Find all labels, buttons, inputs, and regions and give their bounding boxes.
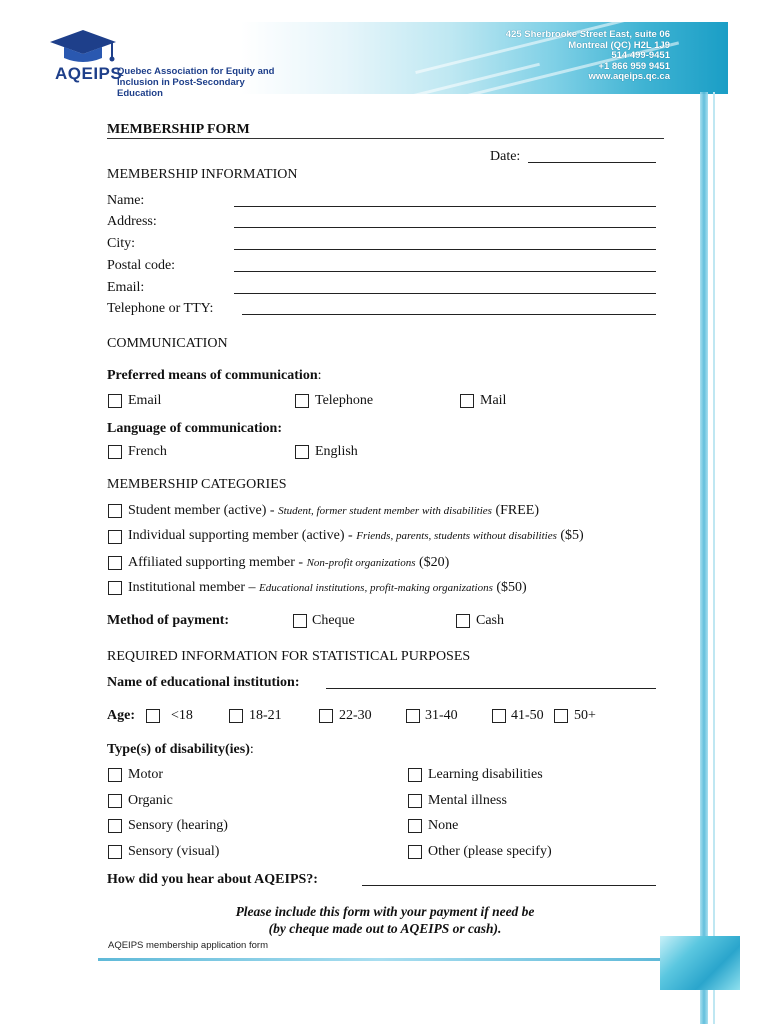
disability-checkbox-other[interactable] <box>408 845 422 859</box>
category-name: Institutional member – <box>128 580 260 595</box>
category-institutional <box>128 580 527 596</box>
age-option-label: 31-40 <box>425 708 458 723</box>
age-checkbox-18-21[interactable] <box>229 709 243 723</box>
payment-note <box>160 903 610 937</box>
date-label: Date: <box>490 149 521 164</box>
age-option-label: 22-30 <box>339 708 372 723</box>
decorative-border-thin <box>713 92 715 1024</box>
disability-label-text: Type(s) of disability(ies) <box>107 742 250 757</box>
category-individual <box>128 528 584 544</box>
disability-option-label: Learning disabilities <box>428 767 543 782</box>
organization-name <box>117 66 287 99</box>
category-name: Student member (active) - <box>128 503 279 518</box>
category-checkbox-institutional[interactable] <box>108 581 122 595</box>
decorative-corner <box>660 936 740 990</box>
category-price: ($5) <box>556 528 584 543</box>
age-checkbox-50-plus[interactable] <box>554 709 568 723</box>
note-line1: Please include this form with your payment if need be <box>235 904 535 919</box>
form-title: MEMBERSHIP FORM <box>107 122 250 137</box>
categories-heading: MEMBERSHIP CATEGORIES <box>107 477 287 492</box>
postal-label: Postal code: <box>107 258 176 273</box>
age-checkbox-under-18[interactable] <box>146 709 160 723</box>
mail-checkbox[interactable] <box>460 394 474 408</box>
category-checkbox-affiliated[interactable] <box>108 556 122 570</box>
french-option-label: French <box>128 444 167 459</box>
graduation-cap-icon <box>48 28 118 64</box>
phone-line1: 514 499-9451 <box>611 50 670 61</box>
decorative-border <box>700 92 708 1024</box>
disability-label-colon: : <box>249 742 254 757</box>
city-label: City: <box>107 236 136 251</box>
footer-label: AQEIPS membership application form <box>108 940 268 951</box>
disability-checkbox-none[interactable] <box>408 819 422 833</box>
address-field[interactable] <box>234 227 656 228</box>
preferred-means-label <box>107 368 322 384</box>
email-label: Email: <box>107 280 145 295</box>
name-label: Name: <box>107 193 145 208</box>
category-checkbox-student[interactable] <box>108 504 122 518</box>
disability-checkbox-visual[interactable] <box>108 845 122 859</box>
disability-checkbox-learning[interactable] <box>408 768 422 782</box>
title-rule <box>107 138 664 139</box>
telephone-option-label: Telephone <box>315 393 374 408</box>
disability-checkbox-hearing[interactable] <box>108 819 122 833</box>
org-name-line1: Quebec Association for Equity and <box>117 66 275 77</box>
phone-line2: +1 866 959 9451 <box>598 60 670 72</box>
category-checkbox-individual[interactable] <box>108 530 122 544</box>
mail-option-label: Mail <box>480 393 507 408</box>
english-option-label: English <box>315 444 358 459</box>
payment-label: Method of payment: <box>107 613 230 628</box>
french-checkbox[interactable] <box>108 445 122 459</box>
institution-field[interactable] <box>326 688 656 689</box>
disability-option-label: Other (please specify) <box>428 844 552 859</box>
communication-heading: COMMUNICATION <box>107 336 228 351</box>
category-detail: Educational institutions, profit-making organizations <box>259 582 493 594</box>
telephone-label: Telephone or TTY: <box>107 301 214 316</box>
age-option-label: <18 <box>171 708 193 723</box>
category-affiliated <box>128 555 449 571</box>
contact-block <box>410 30 670 83</box>
age-label: Age: <box>107 708 135 723</box>
category-detail: Non-profit organizations <box>306 557 416 569</box>
statistics-heading: REQUIRED INFORMATION FOR STATISTICAL PURPOSES <box>107 649 471 664</box>
disability-option-label: Sensory (hearing) <box>128 818 228 833</box>
age-checkbox-31-40[interactable] <box>406 709 420 723</box>
org-name-line2: Inclusion in Post-Secondary Education <box>117 77 245 99</box>
email-checkbox[interactable] <box>108 394 122 408</box>
hear-about-label: How did you hear about AQEIPS?: <box>107 872 318 887</box>
cheque-option-label: Cheque <box>312 613 355 628</box>
preferred-means-colon: : <box>317 368 322 383</box>
disability-checkbox-motor[interactable] <box>108 768 122 782</box>
disability-option-label: Organic <box>128 793 173 808</box>
cash-option-label: Cash <box>476 613 504 628</box>
disability-option-label: Mental illness <box>428 793 507 808</box>
age-checkbox-41-50[interactable] <box>492 709 506 723</box>
category-price: ($20) <box>415 555 450 570</box>
preferred-means-text: Preferred means of communication <box>107 368 318 383</box>
age-option-label: 41-50 <box>511 708 544 723</box>
age-option-label: 50+ <box>574 708 596 723</box>
age-option-label: 18-21 <box>249 708 282 723</box>
category-name: Individual supporting member (active) - <box>128 528 357 543</box>
email-field[interactable] <box>234 293 656 294</box>
disability-checkbox-mental[interactable] <box>408 794 422 808</box>
telephone-field[interactable] <box>242 314 656 315</box>
category-detail: Friends, parents, students without disabilities <box>356 530 557 542</box>
hear-about-field[interactable] <box>362 885 656 886</box>
age-checkbox-22-30[interactable] <box>319 709 333 723</box>
note-line2: (by cheque made out to AQEIPS or cash). <box>268 921 502 936</box>
membership-info-heading: MEMBERSHIP INFORMATION <box>107 167 298 182</box>
email-option-label: Email <box>128 393 162 408</box>
telephone-checkbox[interactable] <box>295 394 309 408</box>
name-field[interactable] <box>234 206 656 207</box>
disability-option-label: Sensory (visual) <box>128 844 220 859</box>
cheque-checkbox[interactable] <box>293 614 307 628</box>
category-detail: Student, former student member with disabilities <box>278 505 492 517</box>
address-line2: Montreal (QC) H2L 1J9 <box>568 39 670 51</box>
disability-option-label: None <box>428 818 459 833</box>
footer-rule <box>98 958 660 961</box>
language-label: Language of communication: <box>107 421 282 436</box>
category-student <box>128 503 539 519</box>
disability-checkbox-organic[interactable] <box>108 794 122 808</box>
category-price: ($50) <box>492 580 527 595</box>
category-name: Affiliated supporting member - <box>128 555 307 570</box>
address-line1: 425 Sherbrooke Street East, suite 06 <box>505 29 670 40</box>
institution-label: Name of educational institution: <box>107 675 300 690</box>
postal-field[interactable] <box>234 271 656 272</box>
logo-text: AQEIPS <box>55 64 123 83</box>
address-label: Address: <box>107 214 157 229</box>
english-checkbox[interactable] <box>295 445 309 459</box>
category-price: (FREE) <box>491 503 540 518</box>
disability-option-label: Motor <box>128 767 163 782</box>
city-field[interactable] <box>234 249 656 250</box>
disability-label <box>107 742 254 758</box>
date-field[interactable] <box>528 162 656 163</box>
cash-checkbox[interactable] <box>456 614 470 628</box>
website: www.aqeips.qc.ca <box>588 71 670 82</box>
